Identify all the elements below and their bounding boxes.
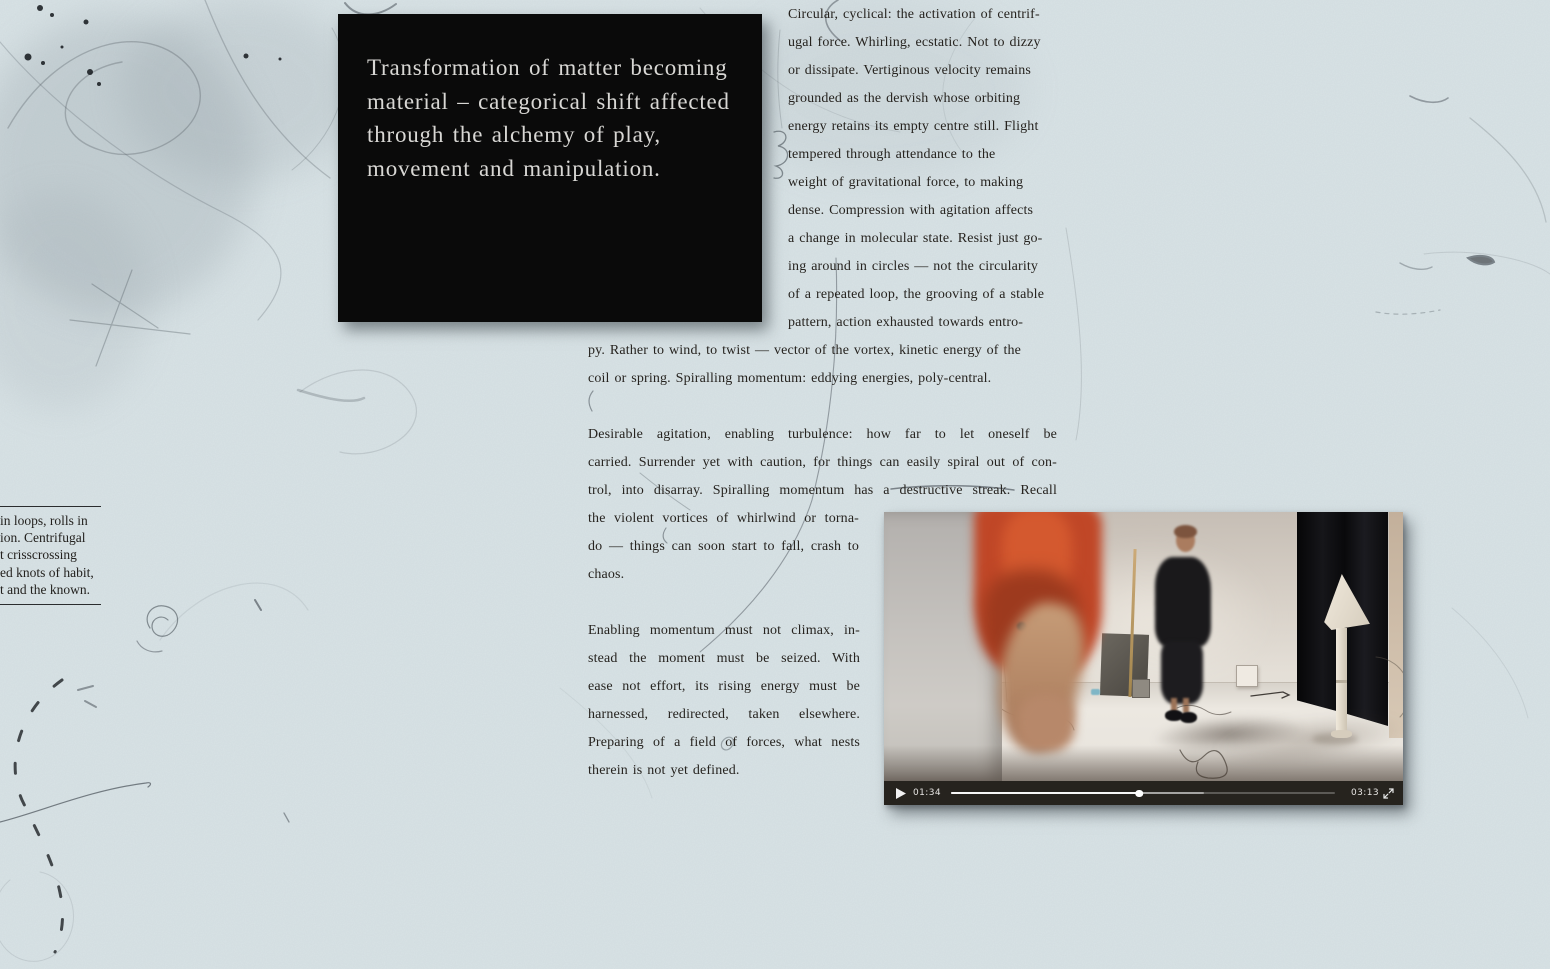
current-time: 01:34 bbox=[913, 788, 941, 798]
text-line: of a repeated loop, the grooving of a stable bbox=[788, 287, 1045, 302]
article-paragraph2-narrow bbox=[588, 505, 859, 589]
text-line: dense. Compression with agitation affects bbox=[788, 203, 1034, 218]
text-line: ion. Centrifugal bbox=[0, 530, 86, 546]
quote-box bbox=[338, 14, 762, 322]
text-line: through the alchemy of play, bbox=[367, 122, 661, 147]
text-line: Desirable agitation, enabling turbulence: how far to let oneself be bbox=[588, 427, 1057, 442]
text-line: Preparing of a field of forces, what nests bbox=[588, 735, 860, 750]
margin-note-top-rule bbox=[0, 506, 101, 507]
text-line: or dissipate. Vertiginous velocity remains bbox=[788, 63, 1031, 78]
article-paragraph2-wide bbox=[588, 421, 1057, 505]
text-line: tempered through attendance to the bbox=[788, 147, 996, 162]
text-line: Enabling momentum must not climax, in- bbox=[588, 623, 860, 638]
text-line: chaos. bbox=[588, 567, 625, 582]
article-paragraph3 bbox=[588, 617, 860, 785]
quote-text bbox=[367, 51, 749, 185]
margin-note-text bbox=[0, 512, 101, 598]
text-line: grounded as the dervish whose orbiting bbox=[788, 91, 1021, 106]
progress-scrubber[interactable] bbox=[1135, 790, 1143, 798]
text-line: ed knots of habit, bbox=[0, 564, 94, 580]
text-line: a change in molecular state. Resist just go- bbox=[788, 231, 1043, 246]
text-line: ing around in circles — not the circularity bbox=[788, 259, 1039, 274]
text-line: carried. Surrender yet with caution, for things can easily spiral out of con- bbox=[588, 455, 1057, 470]
text-line: weight of gravitational force, to making bbox=[788, 175, 1024, 190]
text-line: movement and manipulation. bbox=[367, 155, 661, 181]
text-line: in loops, rolls in bbox=[0, 513, 88, 528]
article-column-beside-quote bbox=[788, 1, 1058, 337]
text-line: ease not effort, its rising energy must be bbox=[588, 679, 860, 694]
duration: 03:13 bbox=[1351, 788, 1379, 798]
played-bar bbox=[951, 792, 1139, 794]
foreground-hand bbox=[1017, 694, 1075, 752]
margin-note bbox=[0, 506, 101, 605]
video-scene bbox=[884, 512, 1403, 781]
text-line: t crisscrossing bbox=[0, 547, 77, 563]
text-line: Circular, cyclical: the activation of centrif- bbox=[788, 7, 1040, 22]
text-line: py. Rather to wind, to twist — vector of the vortex, kinetic energy of the bbox=[588, 343, 1022, 358]
text-line: pattern, action exhausted towards entro- bbox=[788, 315, 1024, 330]
text-line: Transformation of matter becoming bbox=[367, 55, 728, 80]
ink-dots bbox=[25, 5, 282, 86]
text-line: harnessed, redirected, taken elsewhere. bbox=[588, 707, 860, 722]
text-line: therein is not yet defined. bbox=[588, 763, 740, 778]
fullscreen-icon[interactable] bbox=[1383, 788, 1394, 799]
progress-bar[interactable] bbox=[951, 788, 1335, 798]
text-line: trol, into disarray. Spiralling momentum has a destructive streak. Recall bbox=[588, 483, 1057, 498]
article-full-width-lines bbox=[588, 337, 1043, 393]
video-controls bbox=[884, 781, 1403, 805]
margin-note-bottom-rule bbox=[0, 604, 101, 605]
text-line: the violent vortices of whirlwind or torna- bbox=[588, 511, 859, 526]
text-line: material – categorical shift affected bbox=[367, 88, 730, 114]
text-line: stead the moment must be seized. With bbox=[588, 651, 860, 666]
text-line: do — things can soon start to fall, crash to bbox=[588, 539, 859, 554]
play-icon[interactable] bbox=[896, 788, 906, 799]
text-line: ugal force. Whirling, ecstatic. Not to dizzy bbox=[788, 35, 1041, 50]
text-line: coil or spring. Spiralling momentum: eddying energies, poly-central. bbox=[588, 371, 992, 386]
bottom-blur bbox=[884, 745, 1403, 781]
text-line: t and the known. bbox=[0, 581, 90, 597]
text-line: energy retains its empty centre still. Flight bbox=[788, 119, 1039, 134]
video-player[interactable] bbox=[884, 512, 1403, 805]
